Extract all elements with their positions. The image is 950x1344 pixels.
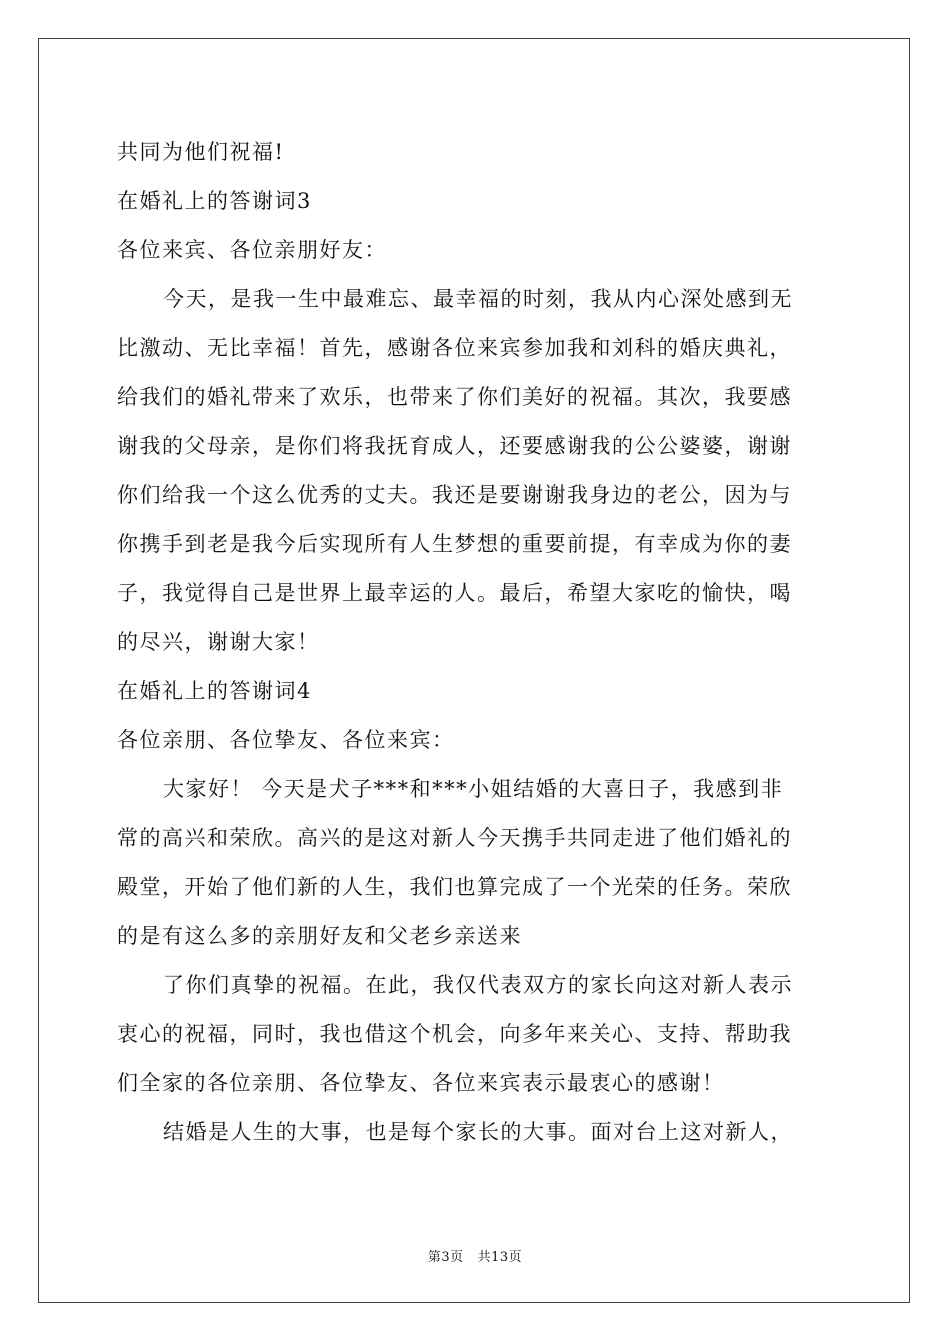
paragraph-line: 衷心的祝福，同时，我也借这个机会，向多年来关心、支持、帮助我 [117, 1022, 792, 1046]
document-body [117, 128, 837, 1157]
paragraph-line: 了你们真挚的祝福。在此，我仅代表双方的家长向这对新人表示 [163, 973, 793, 997]
page-footer [0, 1246, 950, 1265]
paragraph-line: 谢我的父母亲，是你们将我抚育成人，还要感谢我的公公婆婆，谢谢 [117, 434, 792, 458]
page-number: 第3页 [427, 1250, 464, 1265]
salutation: 各位来宾、各位亲朋好友： [117, 238, 387, 262]
section-heading: 在婚礼上的答谢词4 [117, 679, 312, 703]
paragraph-line: 你携手到老是我今后实现所有人生梦想的重要前提，有幸成为你的妻 [117, 532, 792, 556]
paragraph-line: 们全家的各位亲朋、各位挚友、各位来宾表示最衷心的感谢！ [117, 1071, 725, 1095]
paragraph-line: 大家好！ 今天是犬子***和***小姐结婚的大喜日子，我感到非 [163, 777, 784, 801]
paragraph-line: 比激动、无比幸福！首先，感谢各位来宾参加我和刘科的婚庆典礼， [117, 336, 792, 360]
paragraph-line: 子，我觉得自己是世界上最幸运的人。最后，希望大家吃的愉快，喝 [117, 581, 792, 605]
paragraph-line: 的是有这么多的亲朋好友和父老乡亲送来 [117, 924, 522, 948]
paragraph-line: 你们给我一个这么优秀的丈夫。我还是要谢谢我身边的老公，因为与 [117, 483, 792, 507]
paragraph-line: 的尽兴，谢谢大家！ [117, 630, 320, 654]
paragraph-line: 殿堂，开始了他们新的人生，我们也算完成了一个光荣的任务。荣欣 [117, 875, 792, 899]
paragraph-line: 给我们的婚礼带来了欢乐，也带来了你们美好的祝福。其次，我要感 [117, 385, 792, 409]
total-pages: 共13页 [477, 1250, 523, 1265]
paragraph-line: 今天，是我一生中最难忘、最幸福的时刻，我从内心深处感到无 [163, 287, 793, 311]
section-heading: 在婚礼上的答谢词3 [117, 189, 312, 213]
salutation: 各位亲朋、各位挚友、各位来宾： [117, 728, 455, 752]
paragraph-line: 常的高兴和荣欣。高兴的是这对新人今天携手共同走进了他们婚礼的 [117, 826, 792, 850]
text-line: 共同为他们祝福! [117, 140, 285, 164]
paragraph-line: 结婚是人生的大事，也是每个家长的大事。面对台上这对新人， [163, 1120, 793, 1144]
